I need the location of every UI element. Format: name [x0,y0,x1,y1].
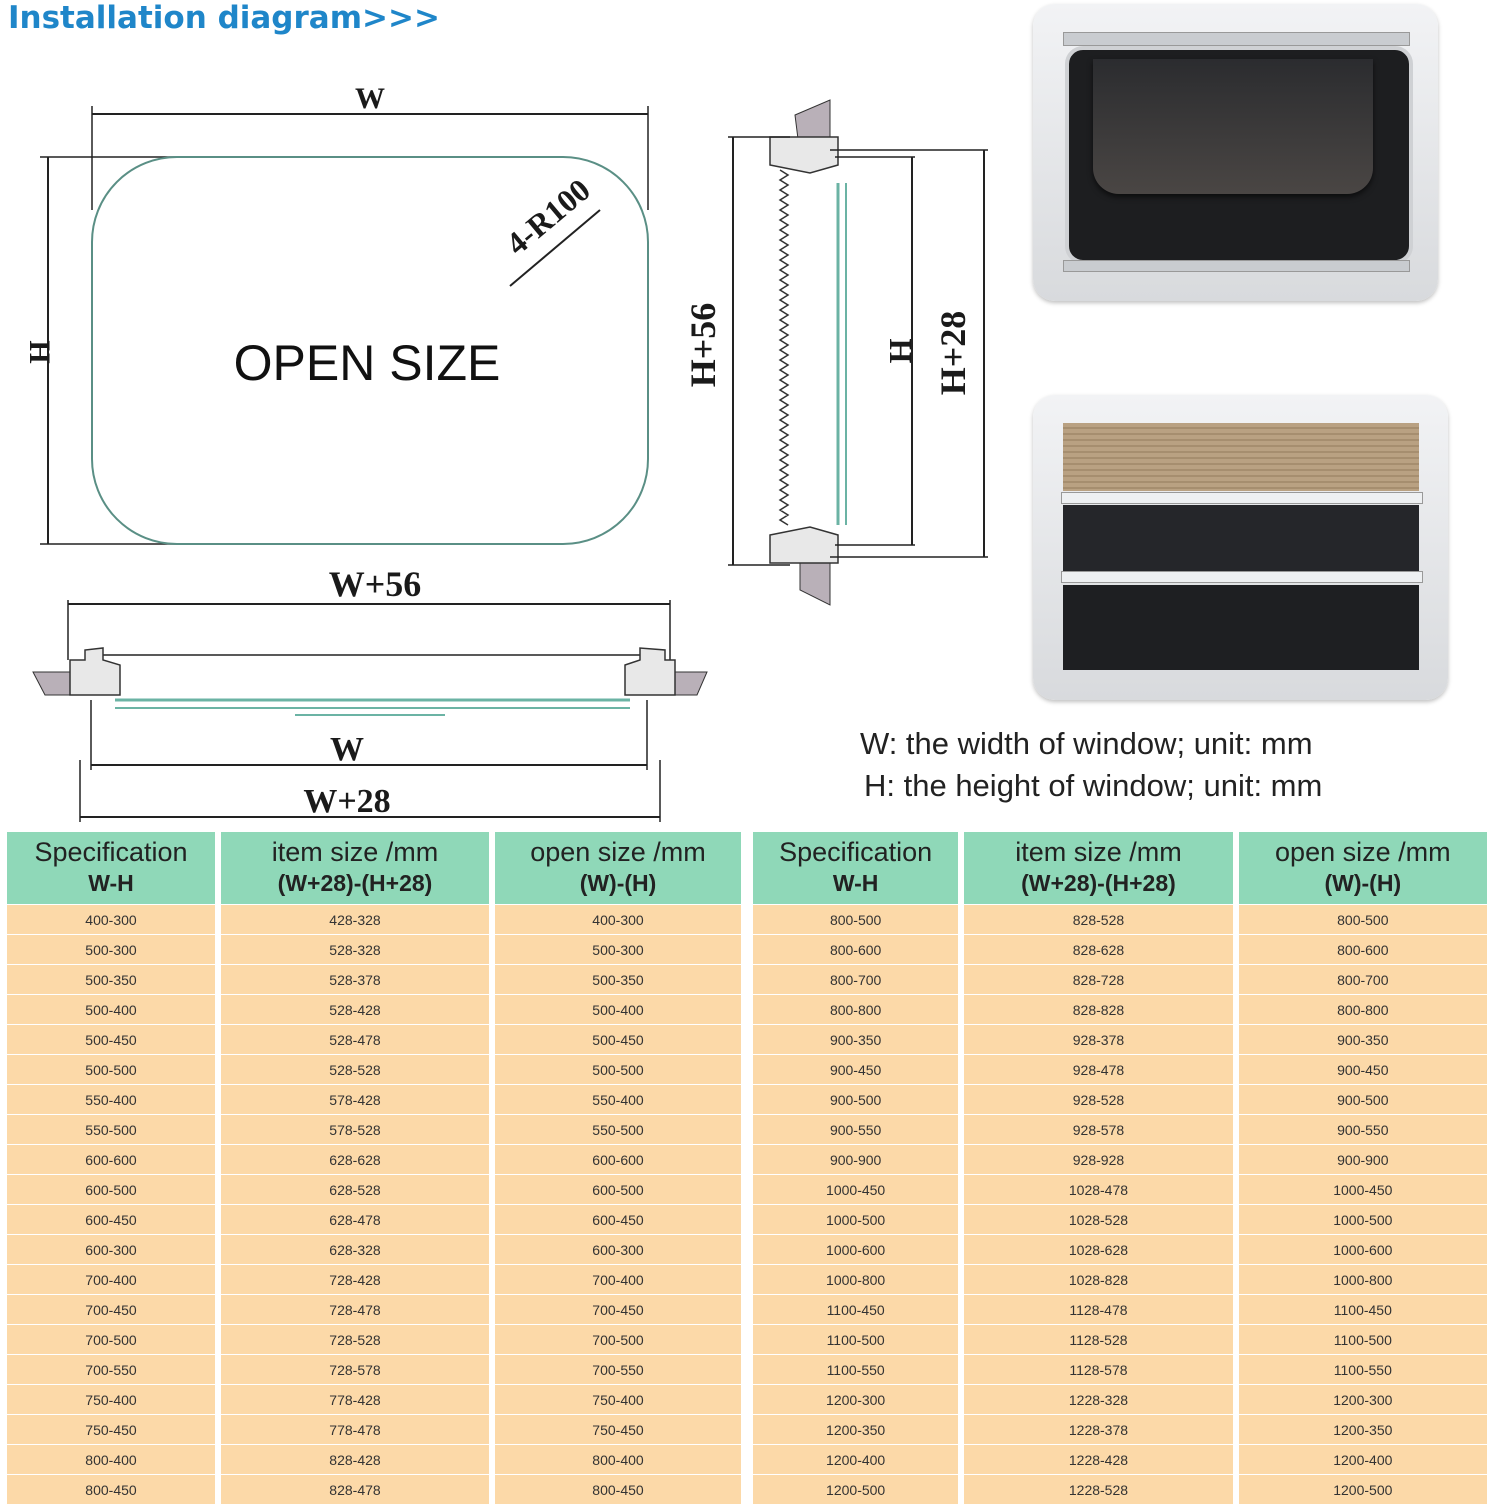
open-size-cell: 600-450 [495,1205,741,1234]
table-row [7,1475,741,1504]
table-row [753,1295,1487,1324]
item-size-cell: 928-478 [964,1055,1232,1084]
open-size-cell: 1000-450 [1239,1175,1487,1204]
spec-cell: 700-550 [7,1355,215,1384]
radius-label: 4-R100 [498,171,597,262]
open-size-cell: 400-300 [495,905,741,934]
dim-w-bottom: W [330,731,364,768]
spec-cell: 500-450 [7,1025,215,1054]
item-size-cell: 728-428 [221,1265,489,1294]
open-size-cell: 900-900 [1239,1145,1487,1174]
spec-cell: 1100-550 [753,1355,958,1384]
open-size-diagram [0,60,690,570]
spec-cell: 1200-500 [753,1475,958,1504]
header-spec: Specification W-H [7,832,215,904]
open-size-cell: 900-500 [1239,1085,1487,1114]
item-size-cell: 928-928 [964,1145,1232,1174]
table-row [753,1235,1487,1264]
table-row [7,1085,741,1114]
open-size-cell: 600-300 [495,1235,741,1264]
open-size-cell: 600-500 [495,1175,741,1204]
table-row [7,1145,741,1174]
table-row [753,1355,1487,1384]
open-size-cell: 750-450 [495,1415,741,1444]
dim-h28: H+28 [933,310,973,396]
table-row [753,1055,1487,1084]
item-size-cell: 828-728 [964,965,1232,994]
open-size-cell: 800-500 [1239,905,1487,934]
spec-cell: 1100-450 [753,1295,958,1324]
table-row [7,1355,741,1384]
item-size-cell: 628-628 [221,1145,489,1174]
spec-cell: 900-900 [753,1145,958,1174]
window-photo-open [1033,4,1438,301]
dim-h-side: H [883,338,919,364]
table-row [753,1265,1487,1294]
window-photo-blind [1033,395,1448,700]
spec-cell: 500-300 [7,935,215,964]
open-size-cell: 600-600 [495,1145,741,1174]
spec-cell: 900-350 [753,1025,958,1054]
table-row [7,1385,741,1414]
spec-cell: 1000-600 [753,1235,958,1264]
spec-cell: 550-400 [7,1085,215,1114]
spec-cell: 800-600 [753,935,958,964]
spec-cell: 500-350 [7,965,215,994]
spec-table-left [1,831,747,1505]
item-size-cell: 828-628 [964,935,1232,964]
spec-cell: 1200-350 [753,1415,958,1444]
header-open-size: open size /mm (W)-(H) [1239,832,1487,904]
dim-w56: W+56 [328,564,422,604]
table-row [7,1055,741,1084]
table-row [753,1415,1487,1444]
item-size-cell: 628-478 [221,1205,489,1234]
item-size-cell: 1028-628 [964,1235,1232,1264]
open-size-cell: 550-400 [495,1085,741,1114]
table-row [7,1325,741,1354]
open-size-cell: 800-800 [1239,995,1487,1024]
open-size-cell: 1000-600 [1239,1235,1487,1264]
table-row [7,995,741,1024]
open-size-cell: 800-700 [1239,965,1487,994]
table-row [753,1475,1487,1504]
table-row [753,1025,1487,1054]
open-size-cell: 1000-800 [1239,1265,1487,1294]
dim-w-top: W [355,82,385,115]
spec-cell: 700-450 [7,1295,215,1324]
spec-cell: 1000-800 [753,1265,958,1294]
header-open-size: open size /mm (W)-(H) [495,832,741,904]
item-size-cell: 528-478 [221,1025,489,1054]
width-section-diagram [25,560,725,825]
spec-cell: 1000-500 [753,1205,958,1234]
open-size-cell: 1100-450 [1239,1295,1487,1324]
table-row [753,935,1487,964]
spec-cell: 800-400 [7,1445,215,1474]
table-row [7,965,741,994]
open-size-cell: 800-400 [495,1445,741,1474]
open-size-cell: 1100-550 [1239,1355,1487,1384]
open-size-cell: 500-300 [495,935,741,964]
open-size-cell: 750-400 [495,1385,741,1414]
open-size-cell: 1200-300 [1239,1385,1487,1414]
spec-cell: 700-400 [7,1265,215,1294]
open-size-cell: 700-450 [495,1295,741,1324]
header-item-size: item size /mm (W+28)-(H+28) [964,832,1232,904]
item-size-cell: 728-528 [221,1325,489,1354]
spec-cell: 600-600 [7,1145,215,1174]
spec-cell: 1000-450 [753,1175,958,1204]
table-row [753,965,1487,994]
item-size-cell: 1128-528 [964,1325,1232,1354]
item-size-cell: 1128-578 [964,1355,1232,1384]
open-size-cell: 550-500 [495,1115,741,1144]
item-size-cell: 1028-528 [964,1205,1232,1234]
item-size-cell: 928-578 [964,1115,1232,1144]
spec-cell: 400-300 [7,905,215,934]
table-row [753,1085,1487,1114]
spec-cell: 750-400 [7,1385,215,1414]
spec-cell: 800-700 [753,965,958,994]
legend-height: H: the height of window; unit: mm [864,768,1323,803]
open-size-cell: 900-350 [1239,1025,1487,1054]
open-size-cell: 1200-350 [1239,1415,1487,1444]
table-row [7,1265,741,1294]
item-size-cell: 428-328 [221,905,489,934]
item-size-cell: 828-528 [964,905,1232,934]
spec-cell: 600-450 [7,1205,215,1234]
item-size-cell: 728-478 [221,1295,489,1324]
open-size-cell: 1100-500 [1239,1325,1487,1354]
spec-cell: 1200-300 [753,1385,958,1414]
open-size-cell: 500-350 [495,965,741,994]
open-size-cell: 800-600 [1239,935,1487,964]
item-size-cell: 1228-378 [964,1415,1232,1444]
open-size-cell: 1200-500 [1239,1475,1487,1504]
spec-cell: 1200-400 [753,1445,958,1474]
open-size-cell: 500-400 [495,995,741,1024]
table-row [753,1175,1487,1204]
open-size-cell: 1200-400 [1239,1445,1487,1474]
table-row [7,1175,741,1204]
item-size-cell: 728-578 [221,1355,489,1384]
spec-cell: 800-800 [753,995,958,1024]
item-size-cell: 778-478 [221,1415,489,1444]
open-size-cell: 500-450 [495,1025,741,1054]
table-row [753,1445,1487,1474]
item-size-cell: 828-428 [221,1445,489,1474]
dim-h56: H+56 [683,302,723,388]
height-section-diagram [683,95,1010,610]
table-row [7,1295,741,1324]
item-size-cell: 628-328 [221,1235,489,1264]
table-row [7,1025,741,1054]
spec-cell: 500-400 [7,995,215,1024]
table-row [753,905,1487,934]
dim-h-left: H [23,340,56,364]
item-size-cell: 1028-478 [964,1175,1232,1204]
page-title: Installation diagram>>> [8,0,440,36]
open-size-cell: 1000-500 [1239,1205,1487,1234]
spec-cell: 500-500 [7,1055,215,1084]
spec-cell: 900-450 [753,1055,958,1084]
spec-table-right [747,831,1493,1505]
table-row [753,1145,1487,1174]
table-row [753,1325,1487,1354]
table-row [753,1115,1487,1144]
open-size-cell: 700-500 [495,1325,741,1354]
item-size-cell: 1128-478 [964,1295,1232,1324]
open-size-cell: 500-500 [495,1055,741,1084]
item-size-cell: 528-528 [221,1055,489,1084]
item-size-cell: 628-528 [221,1175,489,1204]
item-size-cell: 528-328 [221,935,489,964]
open-size-cell: 700-550 [495,1355,741,1384]
item-size-cell: 1228-528 [964,1475,1232,1504]
dim-w28: W+28 [303,783,391,820]
table-row [7,905,741,934]
item-size-cell: 528-378 [221,965,489,994]
item-size-cell: 1228-428 [964,1445,1232,1474]
spec-cell: 800-500 [753,905,958,934]
spec-cell: 750-450 [7,1415,215,1444]
spec-cell: 600-500 [7,1175,215,1204]
table-row [753,1385,1487,1414]
item-size-cell: 578-428 [221,1085,489,1114]
table-row [7,1415,741,1444]
table-row [7,1205,741,1234]
item-size-cell: 578-528 [221,1115,489,1144]
legend-width: W: the width of window; unit: mm [860,726,1313,761]
header-item-size: item size /mm (W+28)-(H+28) [221,832,489,904]
item-size-cell: 528-428 [221,995,489,1024]
spec-cell: 1100-500 [753,1325,958,1354]
table-row [7,1115,741,1144]
item-size-cell: 828-828 [964,995,1232,1024]
open-size-cell: 700-400 [495,1265,741,1294]
table-row [753,995,1487,1024]
spec-cell: 900-550 [753,1115,958,1144]
header-spec: Specification W-H [753,832,958,904]
open-size-cell: 900-450 [1239,1055,1487,1084]
spec-cell: 900-500 [753,1085,958,1114]
item-size-cell: 1028-828 [964,1265,1232,1294]
item-size-cell: 778-428 [221,1385,489,1414]
item-size-cell: 1228-328 [964,1385,1232,1414]
item-size-cell: 928-378 [964,1025,1232,1054]
table-row [7,1235,741,1264]
spec-cell: 600-300 [7,1235,215,1264]
open-size-label: OPEN SIZE [233,335,501,391]
table-row [7,935,741,964]
spec-cell: 700-500 [7,1325,215,1354]
spec-cell: 550-500 [7,1115,215,1144]
spec-cell: 800-450 [7,1475,215,1504]
table-row [753,1205,1487,1234]
open-size-cell: 800-450 [495,1475,741,1504]
item-size-cell: 828-478 [221,1475,489,1504]
item-size-cell: 928-528 [964,1085,1232,1114]
open-size-cell: 900-550 [1239,1115,1487,1144]
table-row [7,1445,741,1474]
